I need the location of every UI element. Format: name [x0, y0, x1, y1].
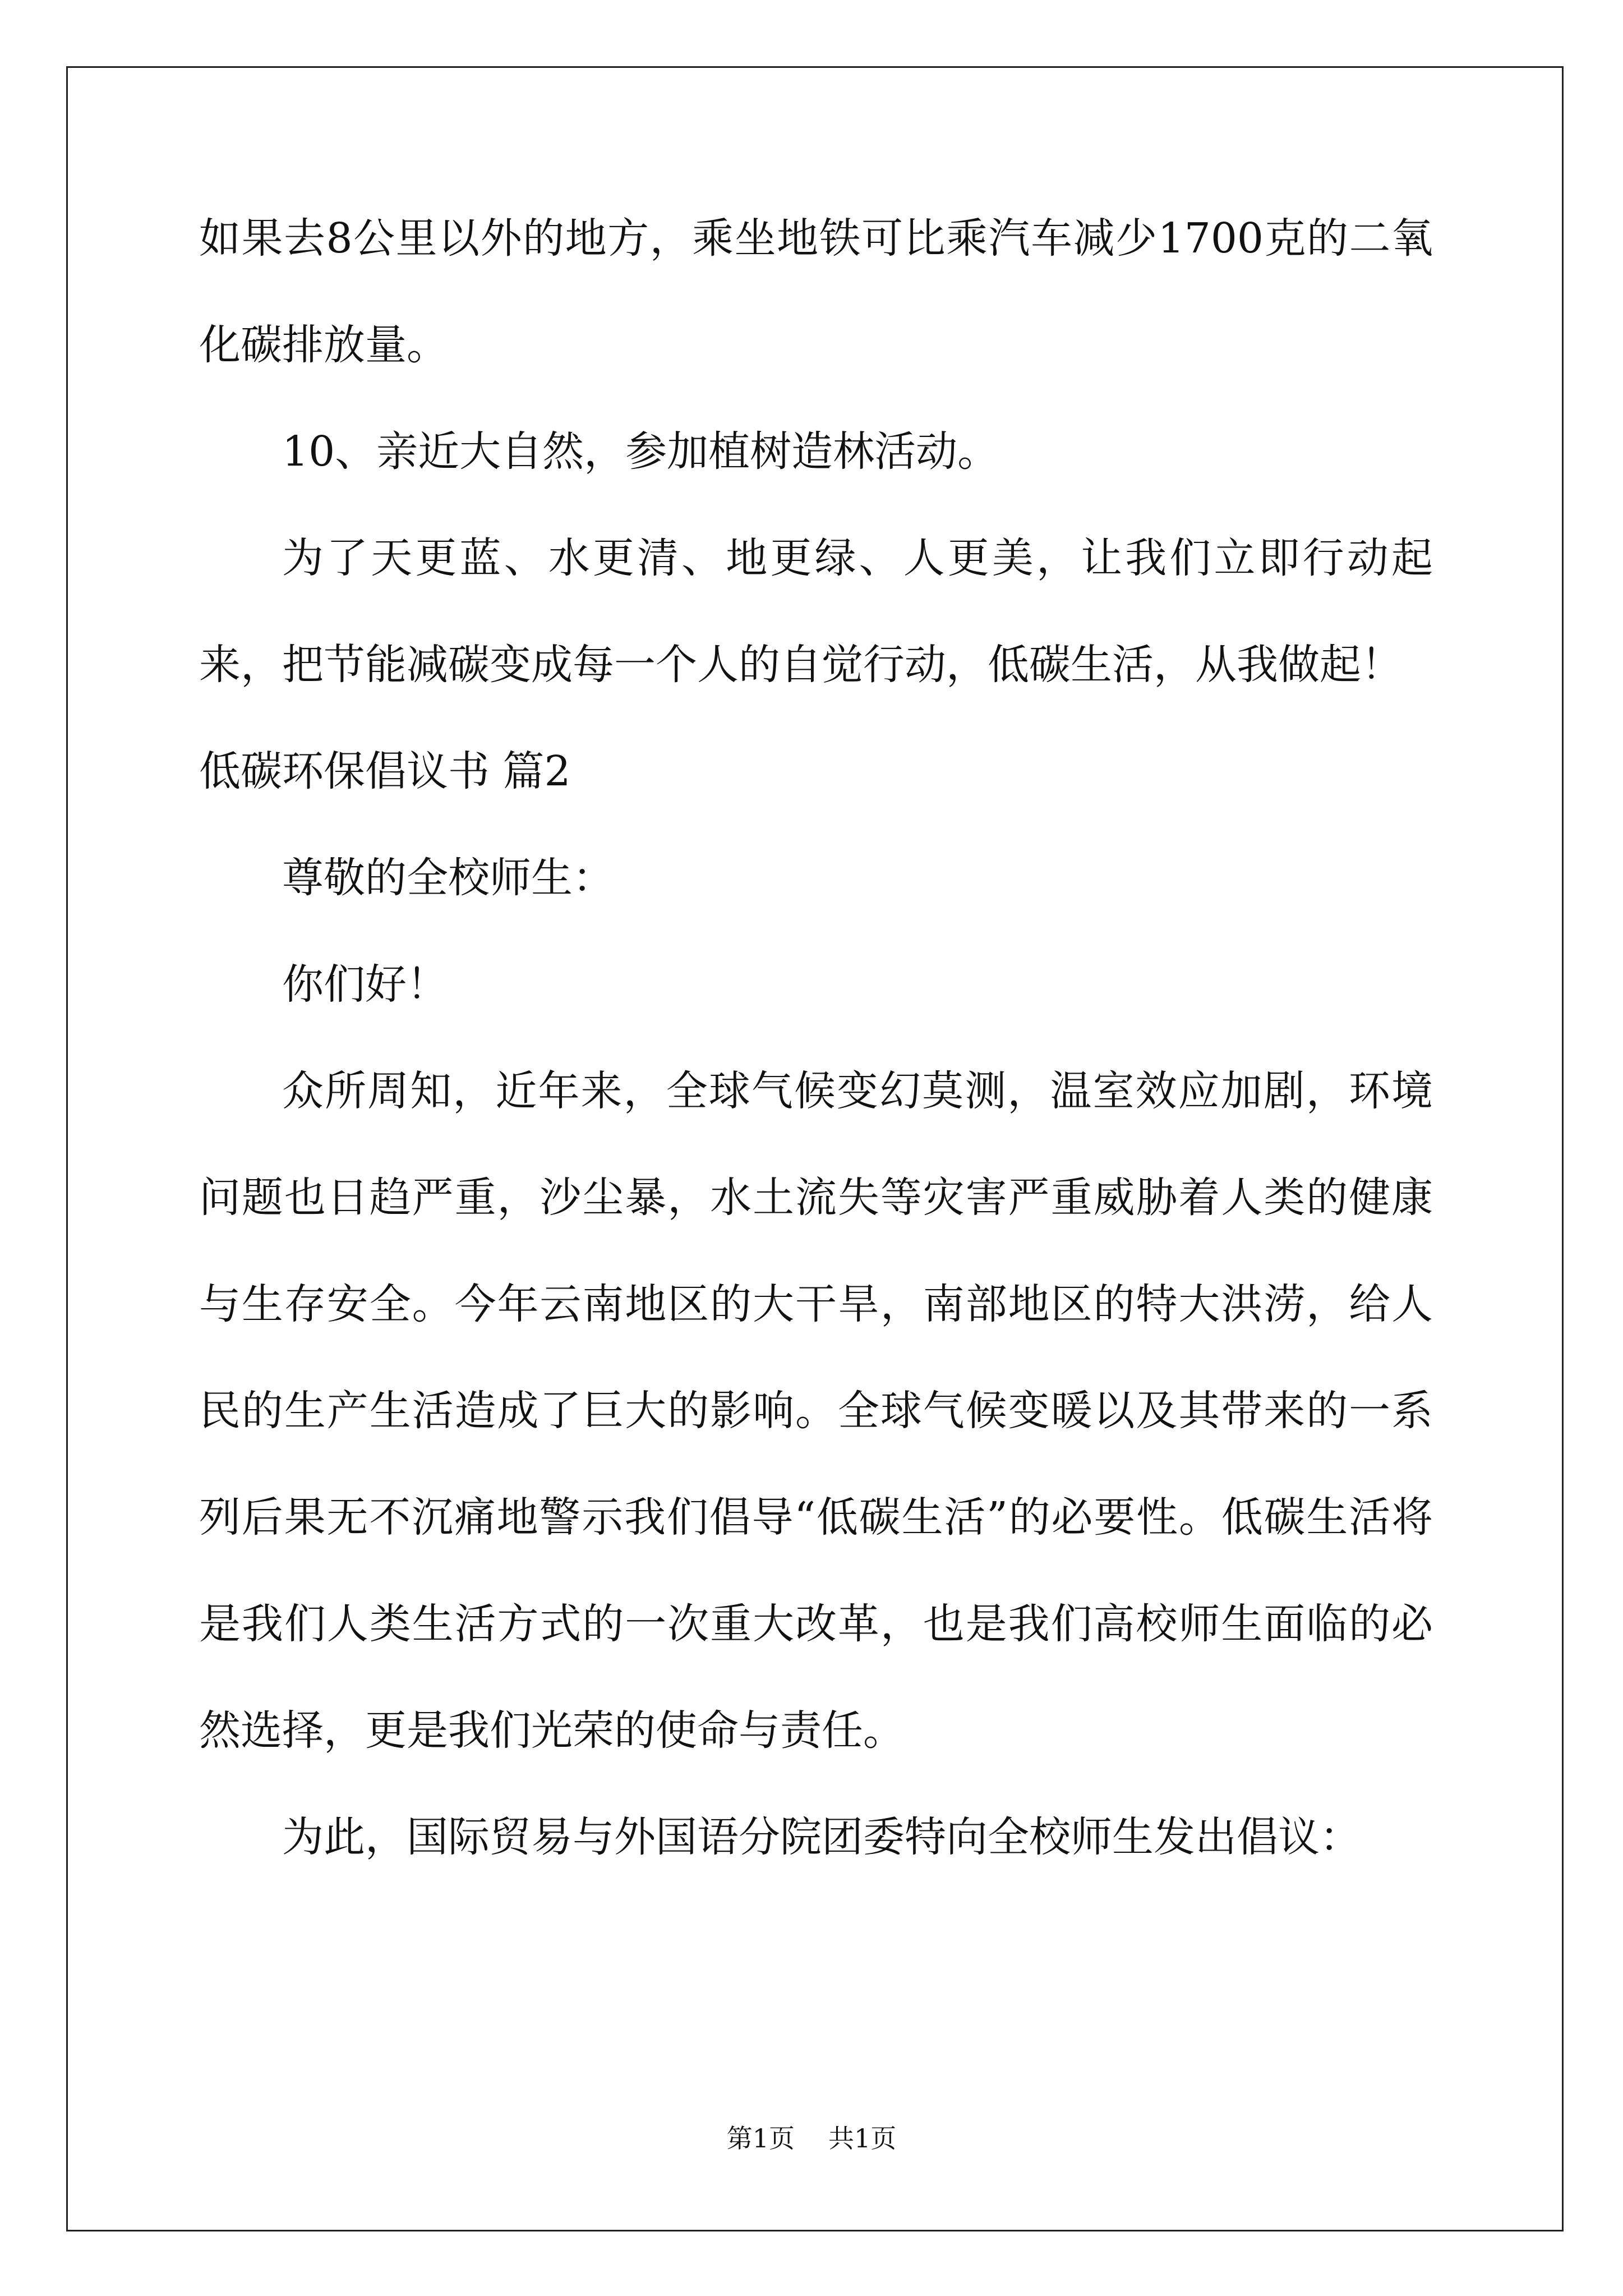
paragraph-item-10: 10、亲近大自然，参加植树造林活动。 [282, 427, 999, 476]
page-footer [0, 2122, 1623, 2155]
section-heading: 低碳环保倡议书 篇2 [199, 747, 571, 795]
paragraph-continuation: 如果去8公里以外的地方，乘坐地铁可比乘汽车减少1700克的二氧化碳排放量。 [199, 214, 1433, 369]
paragraph-call-to-action: 为了天更蓝、水更清、地更绿、人更美，让我们立即行动起来，把节能减碳变成每一个人的自觉行动，低碳生活，从我做起！ [199, 534, 1433, 689]
paragraph-greeting: 你们好！ [282, 960, 448, 1009]
paragraph-proposal-intro: 为此，国际贸易与外国语分院团委特向全校师生发出倡议： [282, 1813, 1361, 1861]
page-total: 共1页 [828, 2123, 897, 2154]
document-body [199, 185, 1433, 1890]
paragraph-background: 众所周知，近年来，全球气候变幻莫测，温室效应加剧，环境问题也日趋严重，沙尘暴，水土流失等灾害严重威胁着人类的健康与生存安全。今年云南地区的大干旱，南部地区的特大洪涝，给人民的生产生活造成了巨大的影响。全球气候变暖以及其带来的一系列后果无不沉痛地警示我们倡导“低碳生活”的必要性。低碳生活将是我们人类生活方式的一次重大改革，也是我们高校师生面临的必然选择，更是我们光荣的使命与责任。 [199, 1067, 1433, 1755]
page-number: 第1页 [726, 2123, 795, 2154]
paragraph-salutation: 尊敬的全校师生： [282, 854, 614, 902]
